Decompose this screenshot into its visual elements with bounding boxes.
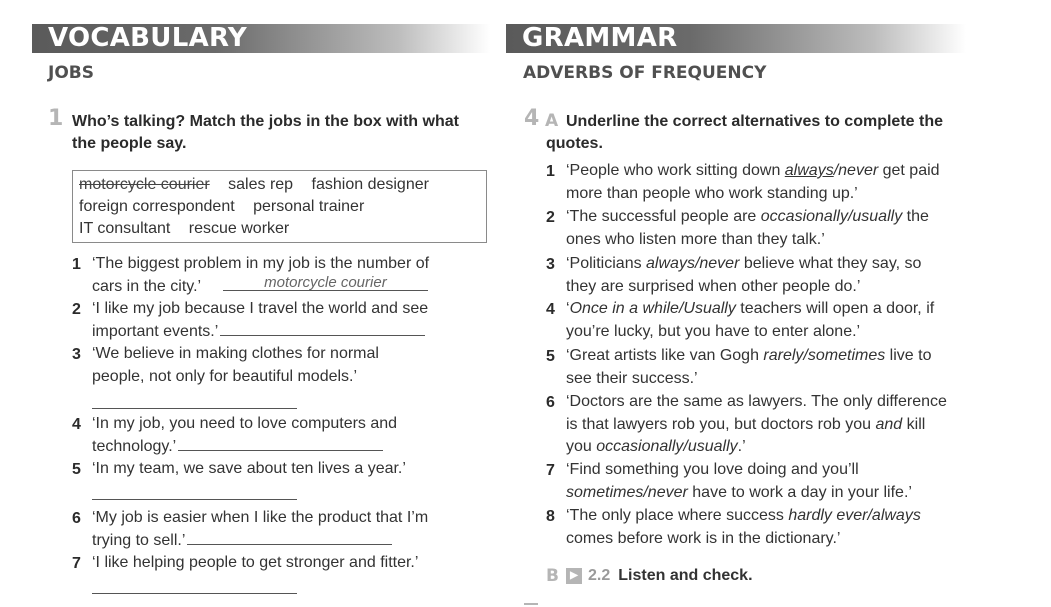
- item-text: ‘Find something you love doing and you’ll: [566, 461, 859, 478]
- listen-and-check: [566, 565, 753, 588]
- answer-blank[interactable]: [92, 498, 297, 500]
- grammar-item-7: [566, 459, 912, 504]
- word-personal-trainer: personal trainer: [253, 198, 365, 215]
- grammar-item-4: [566, 298, 934, 343]
- item-text: ‘My job is easier when I like the product that I’m: [92, 509, 429, 526]
- item-text: ones who listen more than they talk.’: [566, 230, 825, 248]
- option[interactable]: never: [838, 162, 879, 179]
- track-number: 2.2: [588, 567, 611, 584]
- word-sales-rep: sales rep: [228, 176, 294, 193]
- options[interactable]: occasionally/usually: [760, 208, 903, 225]
- options[interactable]: hardly ever/always: [788, 507, 921, 524]
- grammar-item-8: [566, 505, 921, 550]
- item-number: 1: [72, 256, 81, 273]
- item-number: 6: [72, 510, 81, 527]
- emphasis: and: [875, 415, 903, 433]
- word-foreign-correspondent: foreign correspondent: [79, 198, 235, 215]
- item-text: ‘In my team, we save about ten lives a year.’: [92, 460, 406, 477]
- options[interactable]: Once in a while/Usually: [569, 300, 736, 317]
- item-number: 3: [546, 256, 555, 273]
- item-text: ‘: [566, 300, 570, 317]
- item-text: ‘People who work sitting down: [566, 162, 785, 179]
- grammar-item-3: [566, 253, 921, 298]
- grammar-banner: [506, 24, 966, 53]
- exercise-4-instruction-cont: [546, 133, 603, 155]
- item-text: ‘The biggest problem in my job is the number of: [92, 255, 430, 272]
- item-text: kill: [902, 415, 926, 433]
- item-text: see their success.’: [566, 369, 698, 387]
- item-number: 2: [72, 301, 81, 318]
- exercise-4-instruction: [566, 111, 943, 133]
- item-text: get paid: [878, 162, 940, 179]
- play-icon[interactable]: ▶: [566, 568, 582, 584]
- item-text: .’: [737, 438, 746, 455]
- item-number: 6: [546, 394, 555, 411]
- answer-blank[interactable]: [92, 407, 297, 409]
- exercise-4-number: 4: [524, 106, 540, 131]
- word-box-row: [79, 220, 303, 238]
- item-text: cars in the city.’: [92, 277, 201, 295]
- page-marker: [524, 603, 538, 605]
- item-number: 1: [546, 163, 555, 180]
- item-text: ‘Politicians: [566, 255, 647, 272]
- vocab-item-1: [92, 253, 429, 298]
- item-text: more than people who work standing up.’: [566, 184, 858, 202]
- item-number: 4: [72, 416, 81, 433]
- item-text: ‘In my job, you need to love computers and: [92, 415, 398, 432]
- instruction-line: Who’s talking? Match the jobs in the box with what: [72, 113, 459, 130]
- instruction-line: Underline the correct alternatives to complete the: [566, 113, 943, 130]
- item-text: live to: [885, 347, 932, 364]
- item-text: important events.’: [92, 322, 219, 340]
- item-text: you’re lucky, but you have to enter alone.’: [566, 322, 861, 340]
- exercise-1-number: 1: [48, 106, 64, 131]
- vocab-item-7: [92, 552, 418, 575]
- item-number: 7: [546, 462, 555, 479]
- vocab-item-3: [92, 343, 379, 388]
- item-number: 2: [546, 209, 555, 226]
- item-text: ‘Great artists like van Gogh: [566, 347, 764, 364]
- exercise-1-instruction: [72, 111, 459, 155]
- word-rescue-worker: rescue worker: [188, 220, 290, 237]
- item-text: you: [566, 438, 597, 455]
- instruction-line: the people say.: [72, 135, 187, 152]
- word-motorcycle-courier: motorcycle courier: [79, 176, 210, 193]
- word-box-row: [79, 176, 443, 194]
- instruction-line: quotes.: [546, 135, 603, 152]
- item-number: 5: [546, 348, 555, 365]
- item-number: 3: [72, 346, 81, 363]
- grammar-item-6: [566, 391, 947, 459]
- item-text: the: [902, 208, 929, 225]
- item-text: ‘The successful people are: [566, 208, 761, 225]
- vocab-item-5: [92, 458, 406, 481]
- grammar-item-5: [566, 345, 931, 390]
- item-text: teachers will open a door, if: [735, 300, 935, 317]
- word-fashion-designer: fashion designer: [311, 176, 429, 193]
- adverbs-subheading: ADVERBS OF FREQUENCY: [523, 63, 767, 83]
- options[interactable]: rarely/sometimes: [763, 347, 886, 364]
- item-text: have to work a day in your life.’: [687, 483, 912, 501]
- grammar-item-2: [566, 206, 929, 251]
- item-number: 4: [546, 301, 555, 318]
- part-b-text: Listen and check.: [618, 567, 753, 584]
- vocab-item-4: [92, 413, 397, 458]
- vocabulary-title: VOCABULARY: [48, 23, 248, 53]
- item-number: 5: [72, 461, 81, 478]
- item-text: technology.’: [92, 437, 177, 455]
- answer-blank[interactable]: [223, 273, 428, 291]
- grammar-item-1: [566, 160, 940, 205]
- item-text: trying to sell.’: [92, 531, 186, 549]
- answer-blank[interactable]: [178, 436, 383, 451]
- item-number: 7: [72, 555, 81, 572]
- options[interactable]: sometimes/never: [566, 483, 688, 501]
- vocab-item-2: [92, 298, 428, 343]
- option-underlined[interactable]: always: [784, 162, 834, 179]
- answer-blank[interactable]: [220, 321, 425, 336]
- item-text: comes before work is in the dictionary.’: [566, 529, 841, 547]
- item-text: they are surprised when other people do.’: [566, 277, 861, 295]
- vocabulary-banner: [32, 24, 490, 53]
- item-text: ‘The only place where success: [566, 507, 789, 524]
- item-text: ‘I like my job because I travel the world and see: [92, 300, 429, 317]
- part-b-label: B: [546, 566, 559, 586]
- answer-blank[interactable]: [187, 530, 392, 545]
- options[interactable]: occasionally/usually: [596, 438, 738, 455]
- vocab-item-6: [92, 507, 428, 552]
- word-it-consultant: IT consultant: [79, 220, 171, 237]
- item-text: people, not only for beautiful models.’: [92, 367, 358, 385]
- item-text: believe what they say, so: [739, 255, 922, 272]
- jobs-subheading: JOBS: [48, 63, 94, 83]
- option-separator: /: [833, 162, 839, 179]
- item-text: ‘We believe in making clothes for normal: [92, 345, 379, 362]
- answer-blank[interactable]: [92, 592, 297, 594]
- answer-text: motorcycle courier: [264, 273, 387, 291]
- item-number: 8: [546, 508, 555, 525]
- item-text: ‘Doctors are the same as lawyers. The only difference: [566, 393, 947, 410]
- word-box-row: [79, 198, 378, 216]
- options[interactable]: always/never: [646, 255, 740, 272]
- part-a-label: A: [545, 111, 559, 131]
- item-text: is that lawyers rob you, but doctors rob you: [566, 415, 876, 433]
- grammar-title: GRAMMAR: [522, 23, 678, 53]
- word-box: [72, 170, 487, 243]
- item-text: ‘I like helping people to get stronger and fitter.’: [92, 554, 419, 571]
